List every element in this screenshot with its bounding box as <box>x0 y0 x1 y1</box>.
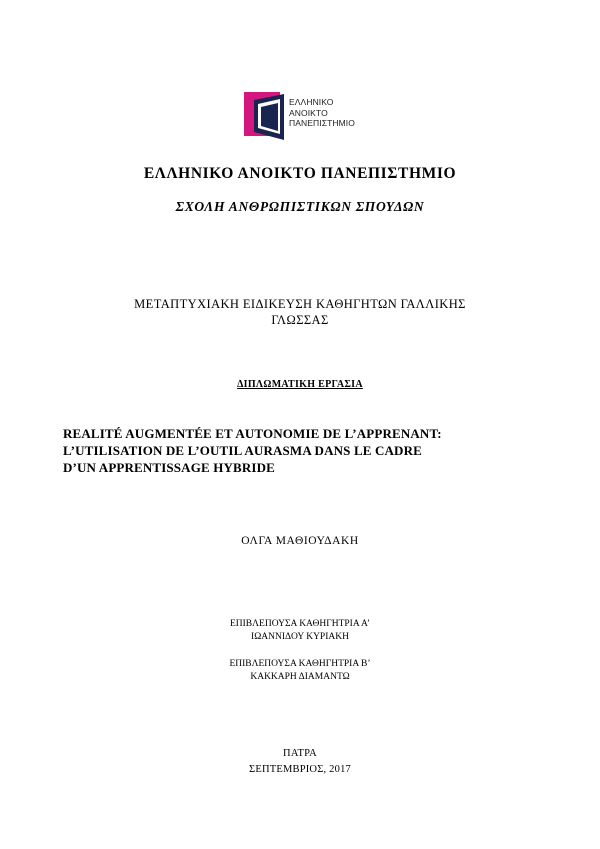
supervisor-name: ΙΩΑΝΝΙΔΟΥ ΚΥΡΙΑΚΗ <box>251 632 349 642</box>
title-line: REALITÉ AUGMENTÉE ET AUTONOMIE DE L’APPRENANT: <box>63 426 442 441</box>
program-line: ΓΛΩΣΣΑΣ <box>271 313 329 327</box>
logo-line: ΕΛΛΗΝΙΚΟ <box>289 97 334 107</box>
supervisor-a <box>0 618 600 644</box>
university-logo <box>244 92 374 140</box>
author-name: ΟΛΓΑ ΜΑΘΙΟΥΔΑΚΗ <box>241 535 359 547</box>
title-line: L’UTILISATION DE L’OUTIL AURASMA DANS LE CADRE <box>63 443 422 458</box>
logo-wordmark <box>289 97 355 129</box>
logo-line: ΠΑΝΕΠΙΣΤΗΜΙΟ <box>289 118 355 128</box>
supervisor-role: ΕΠΙΒΛΕΠΟΥΣΑ ΚΑΘΗΓΗΤΡΙΑ Β’ <box>229 659 371 669</box>
place: ΠΑΤΡΑ <box>283 748 317 759</box>
date: ΣΕΠΤΕΜΒΡΙΟΣ, 2017 <box>249 764 351 775</box>
title-line: D’UN APPRENTISSAGE HYBRIDE <box>63 460 275 475</box>
supervisor-role: ΕΠΙΒΛΕΠΟΥΣΑ ΚΑΘΗΓΗΤΡΙΑ Α’ <box>229 619 371 629</box>
school-name: ΣΧΟΛΗ ΑΝΘΡΩΠΙΣΤΙΚΩΝ ΣΠΟΥΔΩΝ <box>175 199 425 214</box>
thesis-label: ΔΙΠΛΩΜΑΤΙΚΗ ΕΡΓΑΣΙΑ <box>237 379 363 390</box>
program-line: ΜΕΤΑΠΤΥΧΙΑΚΗ ΕΙΔΙΚΕΥΣΗ ΚΑΘΗΓΗΤΩΝ ΓΑΛΛΙΚΗΣ <box>134 297 466 311</box>
program-name <box>0 296 600 328</box>
place-date <box>0 746 600 778</box>
supervisor-name: ΚΑΚΚΑΡΗ ΔΙΑΜΑΝΤΩ <box>250 672 350 682</box>
logo-emblem-icon <box>244 92 288 140</box>
thesis-title <box>63 425 543 476</box>
supervisor-b <box>0 658 600 684</box>
logo-line: ΑΝΟΙΚΤΟ <box>289 107 328 118</box>
university-name: ΕΛΛΗΝΙΚΟ ΑΝΟΙΚΤΟ ΠΑΝΕΠΙΣΤΗΜΙΟ <box>143 165 457 182</box>
